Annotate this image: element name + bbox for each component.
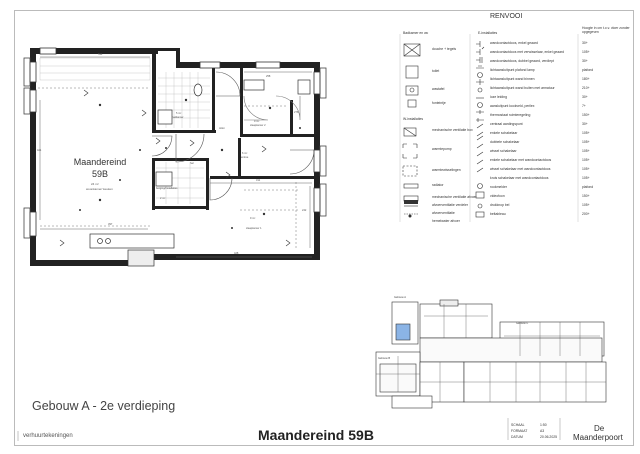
legend-e-item: centraal aardingspunt (490, 122, 523, 126)
dim-right-top: 258 (266, 75, 271, 78)
legend-e-height: 30+ (582, 122, 588, 126)
footer-label: verhuurtekeningen (23, 433, 73, 439)
legend-e-item: lichtaansluitpunt plafond lamp (490, 68, 535, 72)
dim-bottom-right: 428 (234, 252, 239, 255)
legend-e-height: 30+ (582, 95, 588, 99)
legend-e-height: 180+ (582, 77, 590, 81)
legend-e-height: 105+ (582, 203, 590, 207)
bedroom-1-area: 9 m² (250, 217, 256, 220)
legend-e-header: E-installaties (478, 31, 498, 35)
dim-top: 594 (98, 53, 103, 56)
keyplan-label-b: Gebouw B (378, 357, 391, 360)
legend-w-header: W-installaties (403, 117, 424, 121)
legend-e-item: enkele schakelaar met wandcontactdoos (490, 158, 552, 162)
legend-w-item: mechanische ventilatie box (432, 128, 473, 132)
legend-e-item: loze leiding (490, 95, 507, 99)
legend-e-item: wandcontactdoos, enkel geaard (490, 41, 538, 45)
legend-e-height: 105+ (582, 140, 590, 144)
storage-name: berging/installaties (156, 187, 178, 190)
legend-e-height: 210+ (582, 86, 590, 90)
legend-e-height: plafond (582, 185, 594, 189)
legend-e-height: plafond (582, 68, 594, 72)
key-plan (376, 300, 606, 408)
tb-datum: 20.06.2025 (540, 435, 557, 439)
legend-e-height: 7+ (582, 104, 586, 108)
dim-left: 421 (37, 149, 42, 152)
building-floor-title: Gebouw A - 2e verdieping (32, 399, 176, 413)
bedroom-1-name: slaapkamer 1 (246, 227, 262, 230)
legend-w-item: radiator (432, 183, 444, 187)
legend-e-item: videofoon (490, 194, 505, 198)
legend-e-item: rookmelder (490, 185, 507, 189)
legend-e-height: 30+ (582, 59, 588, 63)
storage-area: 2 m² (160, 197, 166, 200)
legend-e-height: 200+ (582, 212, 590, 216)
legend-e-item: thermostaat ruimteregeling (490, 113, 531, 117)
legend-w-item: warmtewisselingen (432, 168, 461, 172)
legend-bath-item: fonteintje (432, 101, 446, 105)
bedroom-2-area: 9 m² (254, 120, 260, 123)
legend-e-item: lichtaansluitpunt wand binnen (490, 77, 535, 81)
legend-e-item: wandcontactdoos, dubbel geaard, verdiept (490, 59, 554, 63)
legend-e-height: 105+ (582, 176, 590, 180)
legend-e-item: drukknop bel (490, 203, 510, 207)
legend-e-item: aansluitpunt kookveld, perilex (490, 104, 535, 108)
dim-right-side: 242 (302, 209, 307, 212)
tb-schaal-label: SCHAAL (511, 423, 525, 427)
tb-formaat-label: FORMAAT (511, 429, 528, 433)
hall-name: hal (190, 162, 194, 165)
legend-e-item: wandcontactdoos met verwisselaar, enkel geaard (490, 50, 565, 54)
brand-line-1: De (594, 424, 605, 433)
unit-number: 59B (91, 169, 108, 179)
legend-e-height: 105+ (582, 50, 590, 54)
brand-line-2: Maanderpoort (573, 433, 623, 442)
unit-area: 24 m² (91, 182, 99, 186)
entrance-name: entree (241, 156, 249, 159)
legend-e-item: enkele schakelaar (490, 131, 518, 135)
legend-e-height: 105+ (582, 149, 590, 153)
legend-title: RENVOOI (490, 13, 523, 20)
legend-height-header: Hoogte in cm t.o.v. vloer zonder opgegeven (582, 26, 630, 34)
toilet-name: toilet (219, 127, 225, 130)
bathroom-name: badkamer (172, 116, 184, 119)
legend-e-item: wissel schakelaar met wandcontactdoos (490, 167, 551, 171)
dim-bed2-h: 276 (294, 111, 299, 114)
keyplan-label-c: Gebouw C (516, 322, 529, 325)
legend-e-height: 150+ (582, 113, 590, 117)
tb-formaat: A3 (540, 429, 545, 433)
legend-e-height: 150+ (582, 194, 590, 198)
unit-area-note: woonkamer/ keuken (86, 187, 113, 191)
main-title: Maandereind 59B (258, 427, 374, 443)
legend-e-item: dubbele schakelaar (490, 140, 520, 144)
legend-w-item: mechanische ventilatie afvoer (432, 195, 477, 199)
legend-e-item: kruis schakelaar met wandcontactdoos (490, 176, 549, 180)
legend-symbols (403, 44, 420, 214)
legend-e-height: 30+ (582, 41, 588, 45)
legend-bath-item: wastafel (432, 87, 445, 91)
legend-w-item: afvoerventilatie (432, 211, 455, 215)
bedroom-2-name: slaapkamer 2 (250, 124, 266, 127)
tb-schaal: 1:50 (540, 423, 547, 427)
legend-e-item: wissel schakelaar (490, 149, 517, 153)
legend-e-height: 105+ (582, 131, 590, 135)
legend-e-height: 105+ (582, 167, 590, 171)
keyplan-label-a: Gebouw A (394, 296, 406, 299)
bathroom-area: 5 m² (176, 112, 182, 115)
legend-w-item: warmtepomp (432, 147, 452, 151)
unit-name: Maandereind (73, 157, 127, 167)
legend-bath-item: toilet (432, 69, 440, 73)
legend-e-item: lichtaansluitpunt wand buiten met armatuur (490, 86, 555, 90)
legend-e-item: beltableau (490, 212, 506, 216)
legend-w-item: afvoerventilatie verdeler (432, 203, 468, 207)
dim-right-mid: 311 (256, 179, 261, 182)
legend-bath-item: douche + tegels (432, 47, 457, 51)
dim-bottom-left: 397 (108, 223, 113, 226)
legend-w-item: hemelwater afvoer (432, 219, 460, 223)
entrance-area: 6 m² (242, 152, 248, 155)
legend-bathroom-header: Badkamer en wc (403, 31, 429, 35)
legend-e-height: 105+ (582, 158, 590, 162)
tb-datum-label: DATUM (511, 435, 523, 439)
